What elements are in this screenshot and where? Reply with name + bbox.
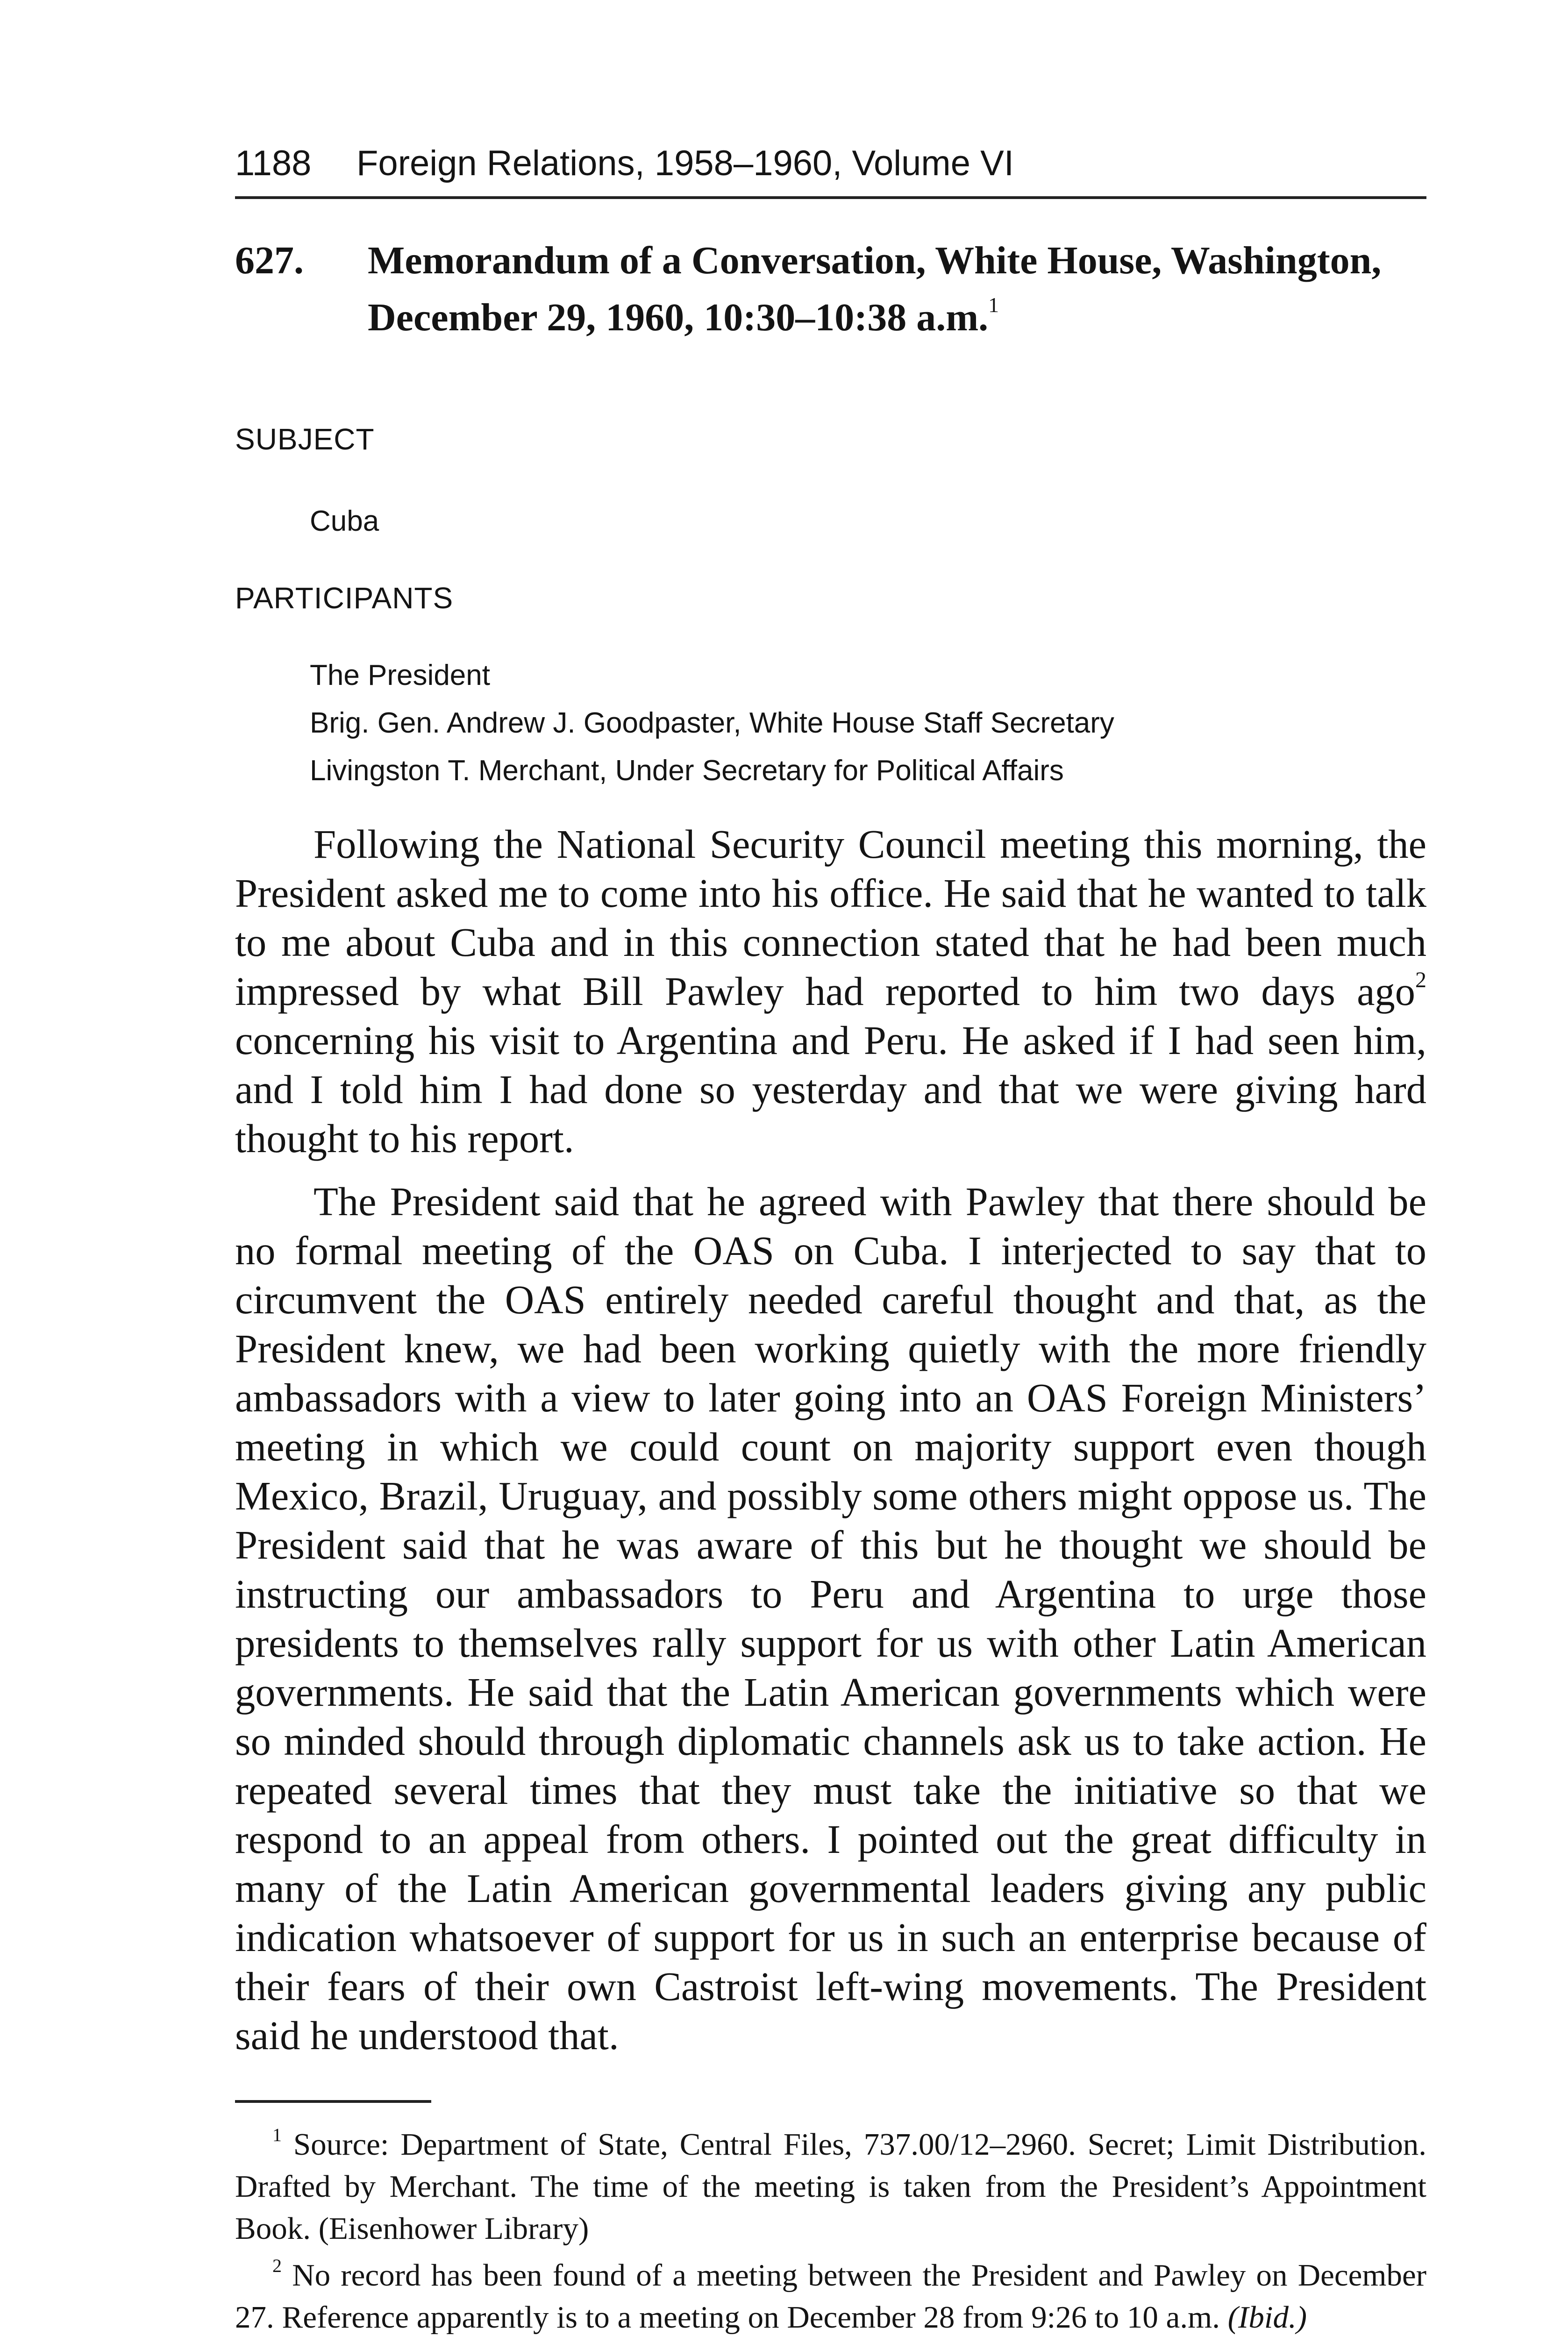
footnote-divider [235, 2100, 431, 2103]
paragraph-1-text: Following the National Security Council meeting this morning, the President asked me to come into his office. He said that he wanted to talk to me about Cuba and in this connection stated that he had been much impressed by what Bill Pawley had reported to him two days ago [235, 822, 1426, 1014]
participant-item: Brig. Gen. Andrew J. Goodpaster, White House Staff Secretary [310, 707, 1114, 739]
memo-body [235, 820, 1426, 2074]
subject-text: Cuba [310, 505, 379, 537]
footnote-2 [235, 2254, 1426, 2336]
footnote-text: Source: Department of State, Central Files, 737.00/12–2960. Secret; Limit Distribution. Drafted by Merchant. The time of the meeting is taken from the President’s Appointment Book. (Eisenhower Library) [235, 2127, 1426, 2246]
participant-item: The President [310, 659, 490, 691]
participants-list [310, 652, 1114, 795]
paragraph-1-continued: concerning his visit to Argentina and Peru. He asked if I had seen him, and I told him I had done so yesterday and that we were giving hard thought to his report. [235, 1018, 1426, 1161]
footnote-ibid: (Ibid.) [1227, 2300, 1307, 2335]
footnote-marker: 2 [272, 2255, 282, 2276]
page-number: 1188 [235, 143, 312, 183]
body-paragraph: The President said that he agreed with Pawley that there should be no formal meeting of the OAS on Cuba. I interjected to say that to circumvent the OAS entirely needed careful thought and that, as the President knew, we had been working quietly with the more friendly ambassadors with a view to later going into an OAS Foreign Ministers’ meeting in which we could count on majority support even though Mexico, Brazil, Uruguay, and possibly some others might oppose us. The President said that he was aware of this but he thought we should be instructing our ambassadors to Peru and Argentina to urge those presidents to themselves rally support for us with other Latin American governments. He said that the Latin American governments which were so minded should through diplomatic channels ask us to take action. He repeated several times that they must take the initiative so that we respond to an appeal from others. I pointed out the great difficulty in many of the Latin American governmental leaders giving any public indication whatsoever of support for us in such an enterprise because of their fears of their own Castroist left-wing movements. The President said he understood that. [235, 1179, 1426, 2058]
footnote-ref-2: 2 [1415, 968, 1426, 993]
footnote-marker: 1 [272, 2124, 282, 2145]
participant-item: Livingston T. Merchant, Under Secretary for Political Affairs [310, 755, 1064, 787]
footnotes [235, 2123, 1426, 2336]
participants-label: PARTICIPANTS [235, 581, 454, 615]
footnote-1 [235, 2123, 1426, 2250]
footnote-ref-1: 1 [988, 293, 999, 317]
document-title [368, 236, 1442, 342]
volume-title: Foreign Relations, 1958–1960, Volume VI [356, 143, 1014, 183]
subject-value [310, 498, 379, 545]
body-paragraph [235, 820, 1426, 1163]
footnote-text: No record has been found of a meeting between the President and Pawley on December 27. Reference apparently is to a meeting on December 28 from 9:26 to 10 a.m. [235, 2258, 1427, 2335]
document-title-text: Memorandum of a Conversation, White House, Washington, December 29, 1960, 10:30–10:38 a.m. [368, 239, 1382, 339]
document-number: 627. [235, 239, 304, 282]
running-head [235, 140, 1426, 199]
subject-label: SUBJECT [235, 422, 375, 456]
